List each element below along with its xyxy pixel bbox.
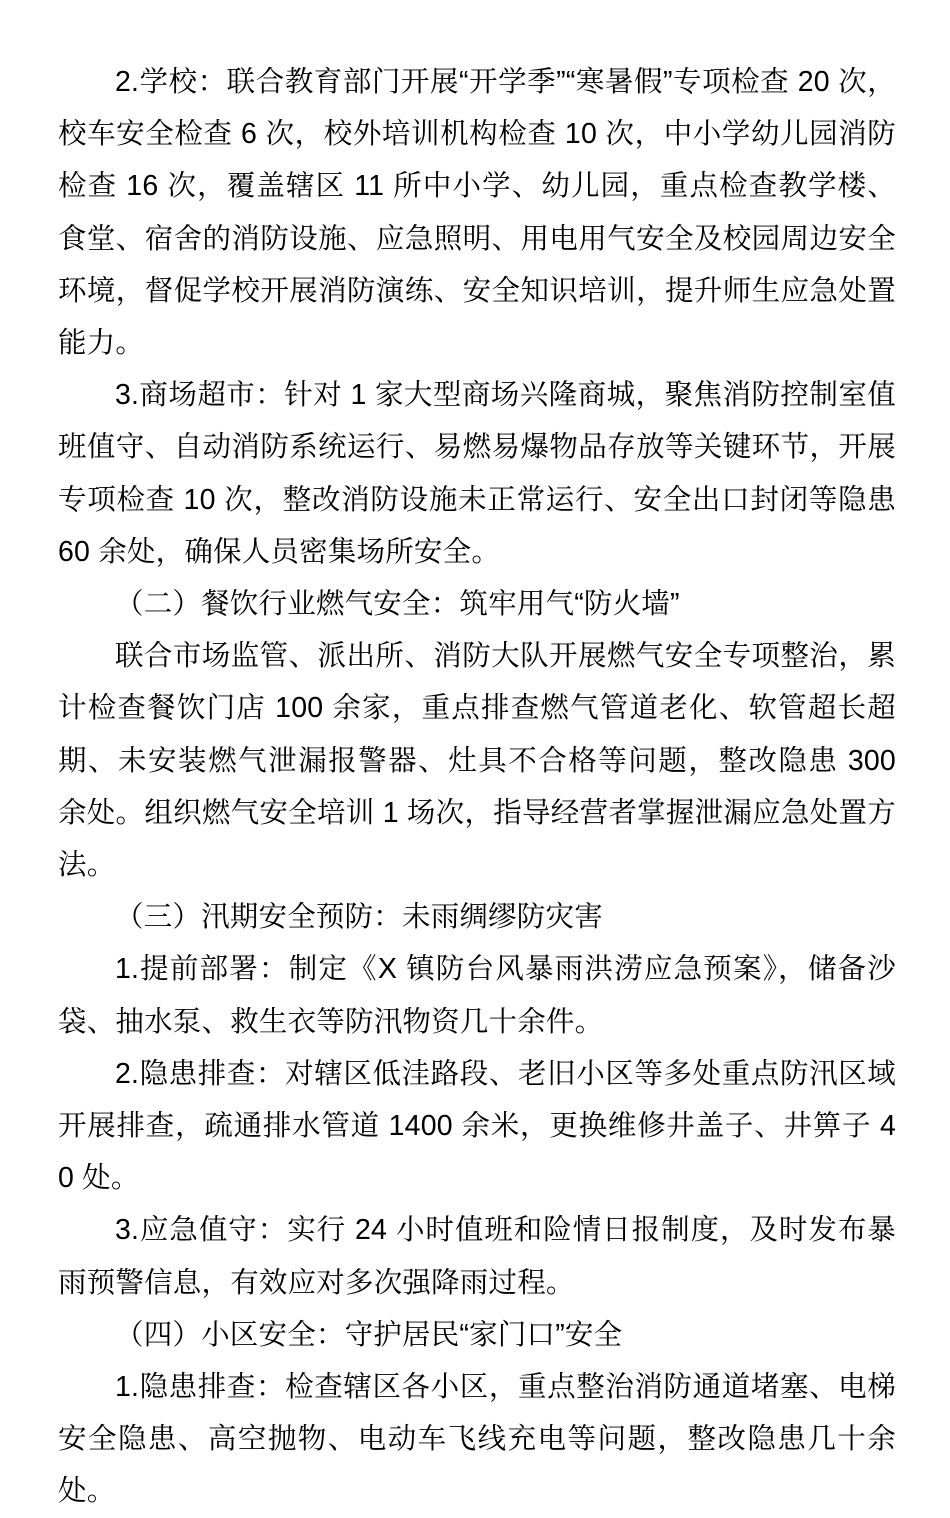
paragraph-malls-supermarkets: 3.商场超市：针对 1 家大型商场兴隆商城，聚焦消防控制室值班值守、自动消防系统运行、易燃易爆物品存放等关键环节，开展专项检查 10 次，整改消防设施未正常运行、安全出口封闭等隐患 60 余处，确保人员密集场所安全。 — [58, 379, 896, 568]
heading-flood-season-prevention: （三）汛期安全预防：未雨绸缪防灾害 — [115, 901, 603, 934]
document-body — [58, 56, 896, 1518]
heading-community-safety: （四）小区安全：守护居民“家门口”安全 — [115, 1318, 623, 1351]
paragraph-emergency-duty: 3.应急值守：实行 24 小时值班和险情日报制度，及时发布暴雨预警信息，有效应对多次强降雨过程。 — [58, 1214, 896, 1299]
paragraph-hazard-investigation-community: 1.隐患排查：检查辖区各小区，重点整治消防通道堵塞、电梯安全隐患、高空抛物、电动车飞线充电等问题，整改隐患几十余处。 — [58, 1371, 896, 1508]
paragraph-hazard-investigation-flood: 2.隐患排查：对辖区低洼路段、老旧小区等多处重点防汛区域开展排查，疏通排水管道 1400 余米，更换维修井盖子、井箅子 40 处。 — [58, 1057, 896, 1195]
paragraph-advance-deployment: 1.提前部署：制定《X 镇防台风暴雨洪涝应急预案》，储备沙袋、抽水泵、救生衣等防汛物资几十余件。 — [58, 953, 896, 1038]
paragraph-schools-inspection: 2.学校：联合教育部门开展“开学季”“寒暑假”专项检查 20 次，校车安全检查 6 次，校外培训机构检查 10 次，中小学幼儿园消防检查 16 次，覆盖辖区 11 所中小学、幼儿园，重点检查教学楼、食堂、宿舍的消防设施、应急照明、用电用气安全及校园周边安全环境，督促学校开展消防演练、安全知识培训，提升师生应急处置能力。 — [58, 66, 896, 360]
heading-catering-gas-safety: （二）餐饮行业燃气安全：筑牢用气“防火墙” — [115, 588, 680, 621]
paragraph-catering-gas-rectification: 联合市场监管、派出所、消防大队开展燃气安全专项整治，累计检查餐饮门店 100 余家，重点排查燃气管道老化、软管超长超期、未安装燃气泄漏报警器、灶具不合格等问题，整改隐患 300 余处。组织燃气安全培训 1 场次，指导经营者掌握泄漏应急处置方法。 — [58, 640, 896, 882]
